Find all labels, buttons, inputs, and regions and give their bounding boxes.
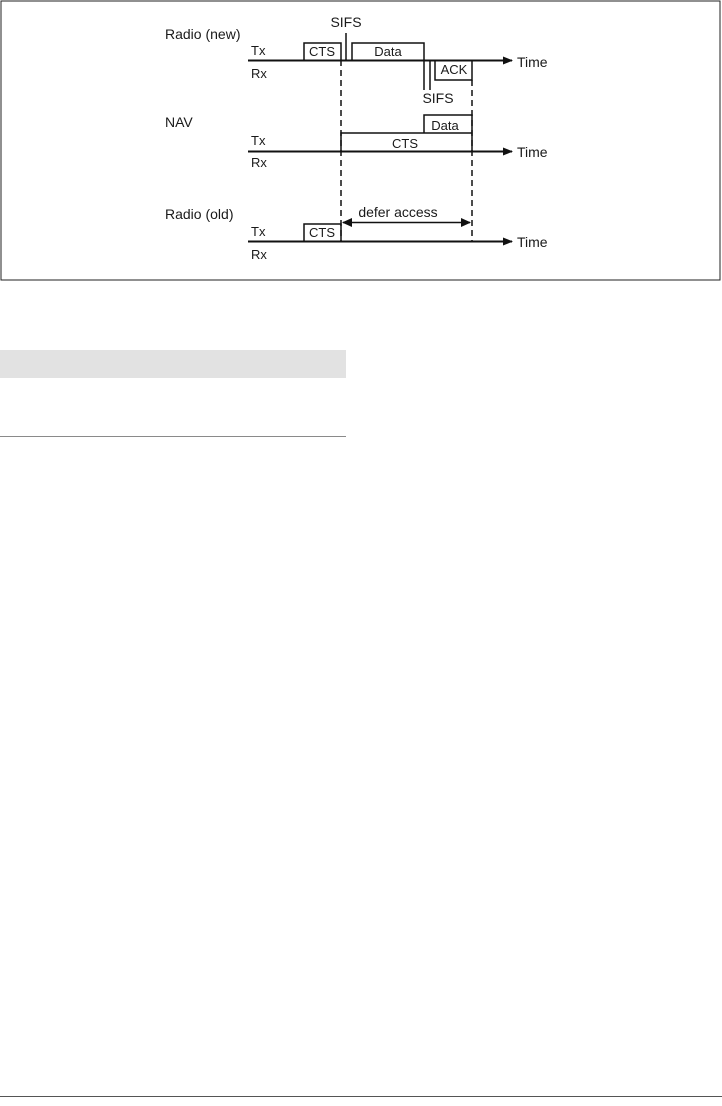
radio-new-tx-label: Tx: [251, 43, 266, 58]
nav-time-label: Time: [517, 144, 548, 160]
defer-arrow-left-head: [342, 218, 352, 227]
shaded-header-bar: [0, 350, 346, 378]
nav-rx-label: Rx: [251, 155, 267, 170]
radio-old-title: Radio (old): [165, 206, 234, 222]
defer-arrow-right-head: [461, 218, 471, 227]
nav-title: NAV: [165, 114, 193, 130]
sifs-top-label: SIFS: [330, 14, 362, 30]
radio-new-rx-label: Rx: [251, 66, 267, 81]
radio-new-ack-label: ACK: [440, 62, 468, 77]
nav-tx-label: Tx: [251, 133, 266, 148]
nav-cts-label: CTS: [392, 136, 418, 151]
nav-data-label: Data: [431, 118, 459, 133]
radio-old-rx-label: Rx: [251, 247, 267, 262]
defer-access-label: defer access: [358, 204, 438, 220]
radio-new-cts-label: CTS: [309, 44, 335, 59]
sifs-mid-label: SIFS: [422, 90, 454, 106]
radio-old-tx-label: Tx: [251, 224, 266, 239]
timing-diagram: [0, 0, 722, 282]
radio-new-data-label: Data: [374, 44, 402, 59]
radio-old-cts-label: CTS: [309, 225, 335, 240]
page-bottom-rule: [0, 1096, 722, 1097]
figure-frame: [0, 0, 722, 282]
radio-new-title: Radio (new): [165, 26, 241, 42]
radio-old-time-label: Time: [517, 234, 548, 250]
radio-new-time-label: Time: [517, 54, 548, 70]
divider-line: [0, 436, 346, 437]
